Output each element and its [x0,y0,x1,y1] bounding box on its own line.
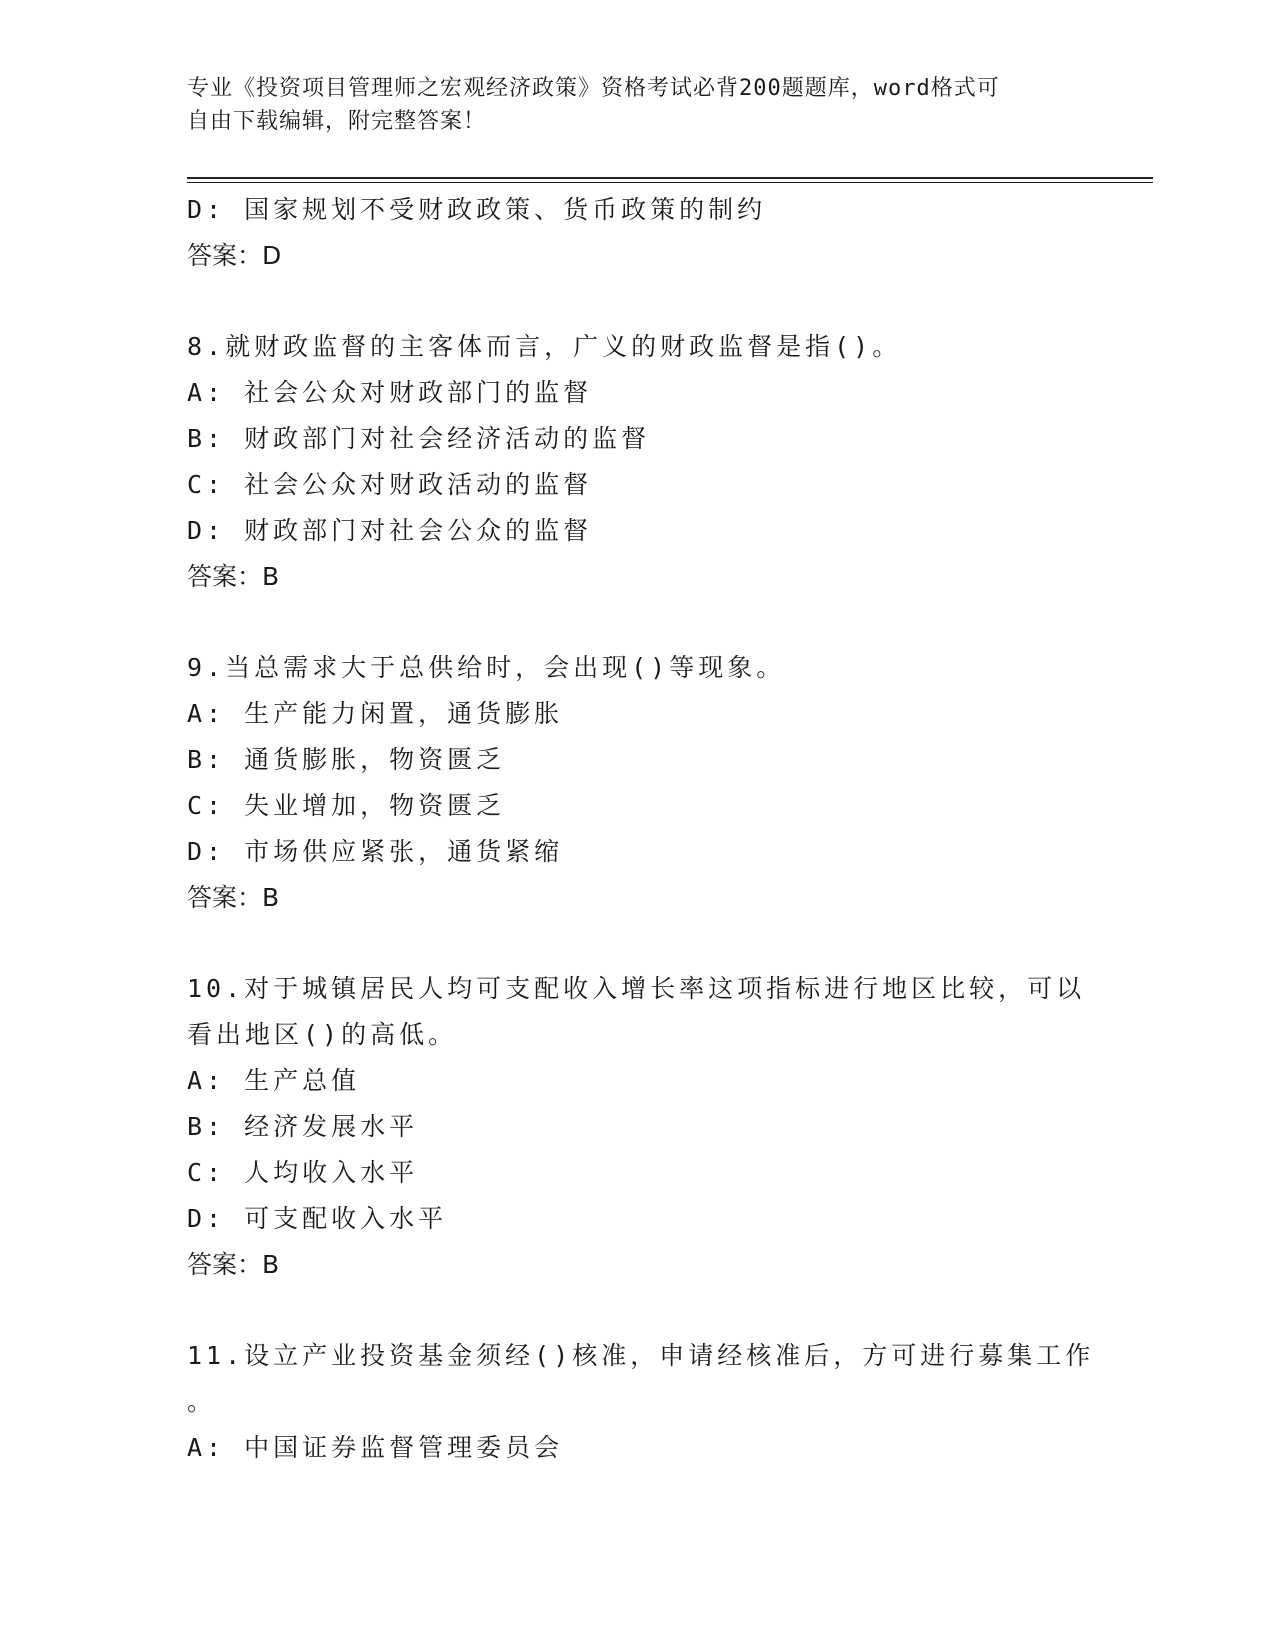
option-b: B: 通货膨胀，物资匮乏 [187,745,506,774]
option-a: A: 社会公众对财政部门的监督 [187,378,593,407]
option-c: C: 失业增加，物资匮乏 [187,791,506,820]
question-8 [187,324,1087,600]
question-stem-line-2: 。 [187,1387,217,1416]
question-9 [187,645,1087,921]
question-stem-line-1: 11.设立产业投资基金须经()核准，申请经核准后，方可进行募集工作 [187,1341,1095,1370]
option-c: C: 社会公众对财政活动的监督 [187,470,593,499]
option-d-previous: D: 国家规划不受财政政策、货币政策的制约 [187,195,767,224]
header-title-line-1: 专业《投资项目管理师之宏观经济政策》资格考试必背200题题库，word格式可 [187,76,1000,101]
answer: 答案：B [187,1250,280,1279]
option-d: D: 市场供应紧张，通货紧缩 [187,837,564,866]
spacer [187,600,1087,645]
option-b: B: 财政部门对社会经济活动的监督 [187,424,651,453]
question-stem-line-1: 10.对于城镇居民人均可支配收入增长率这项指标进行地区比较，可以 [187,974,1086,1003]
answer: 答案：B [187,883,280,912]
question-stem: 8.就财政监督的主客体而言，广义的财政监督是指()。 [187,332,902,361]
question-stem-line-2: 看出地区()的高低。 [187,1020,458,1049]
question-11 [187,1333,1095,1471]
question-list [187,187,1095,1471]
spacer [187,279,1087,324]
option-b: B: 经济发展水平 [187,1112,419,1141]
question-stem: 9.当总需求大于总供给时，会出现()等现象。 [187,653,786,682]
answer: 答案：B [187,562,280,591]
option-a: A: 中国证券监督管理委员会 [187,1433,564,1462]
spacer [187,921,1087,966]
header-title-line-2: 自由下载编辑，附完整答案！ [187,109,487,134]
document-header [187,72,1087,138]
question-10 [187,966,1087,1288]
option-c: C: 人均收入水平 [187,1158,419,1187]
header-divider-thick [187,177,1153,179]
option-a: A: 生产能力闲置，通货膨胀 [187,699,564,728]
option-a: A: 生产总值 [187,1066,361,1095]
option-d: D: 可支配收入水平 [187,1204,448,1233]
option-d: D: 财政部门对社会公众的监督 [187,516,593,545]
spacer [187,1288,1087,1333]
header-divider-thin [187,182,1153,183]
answer-previous: 答案：D [187,241,282,270]
